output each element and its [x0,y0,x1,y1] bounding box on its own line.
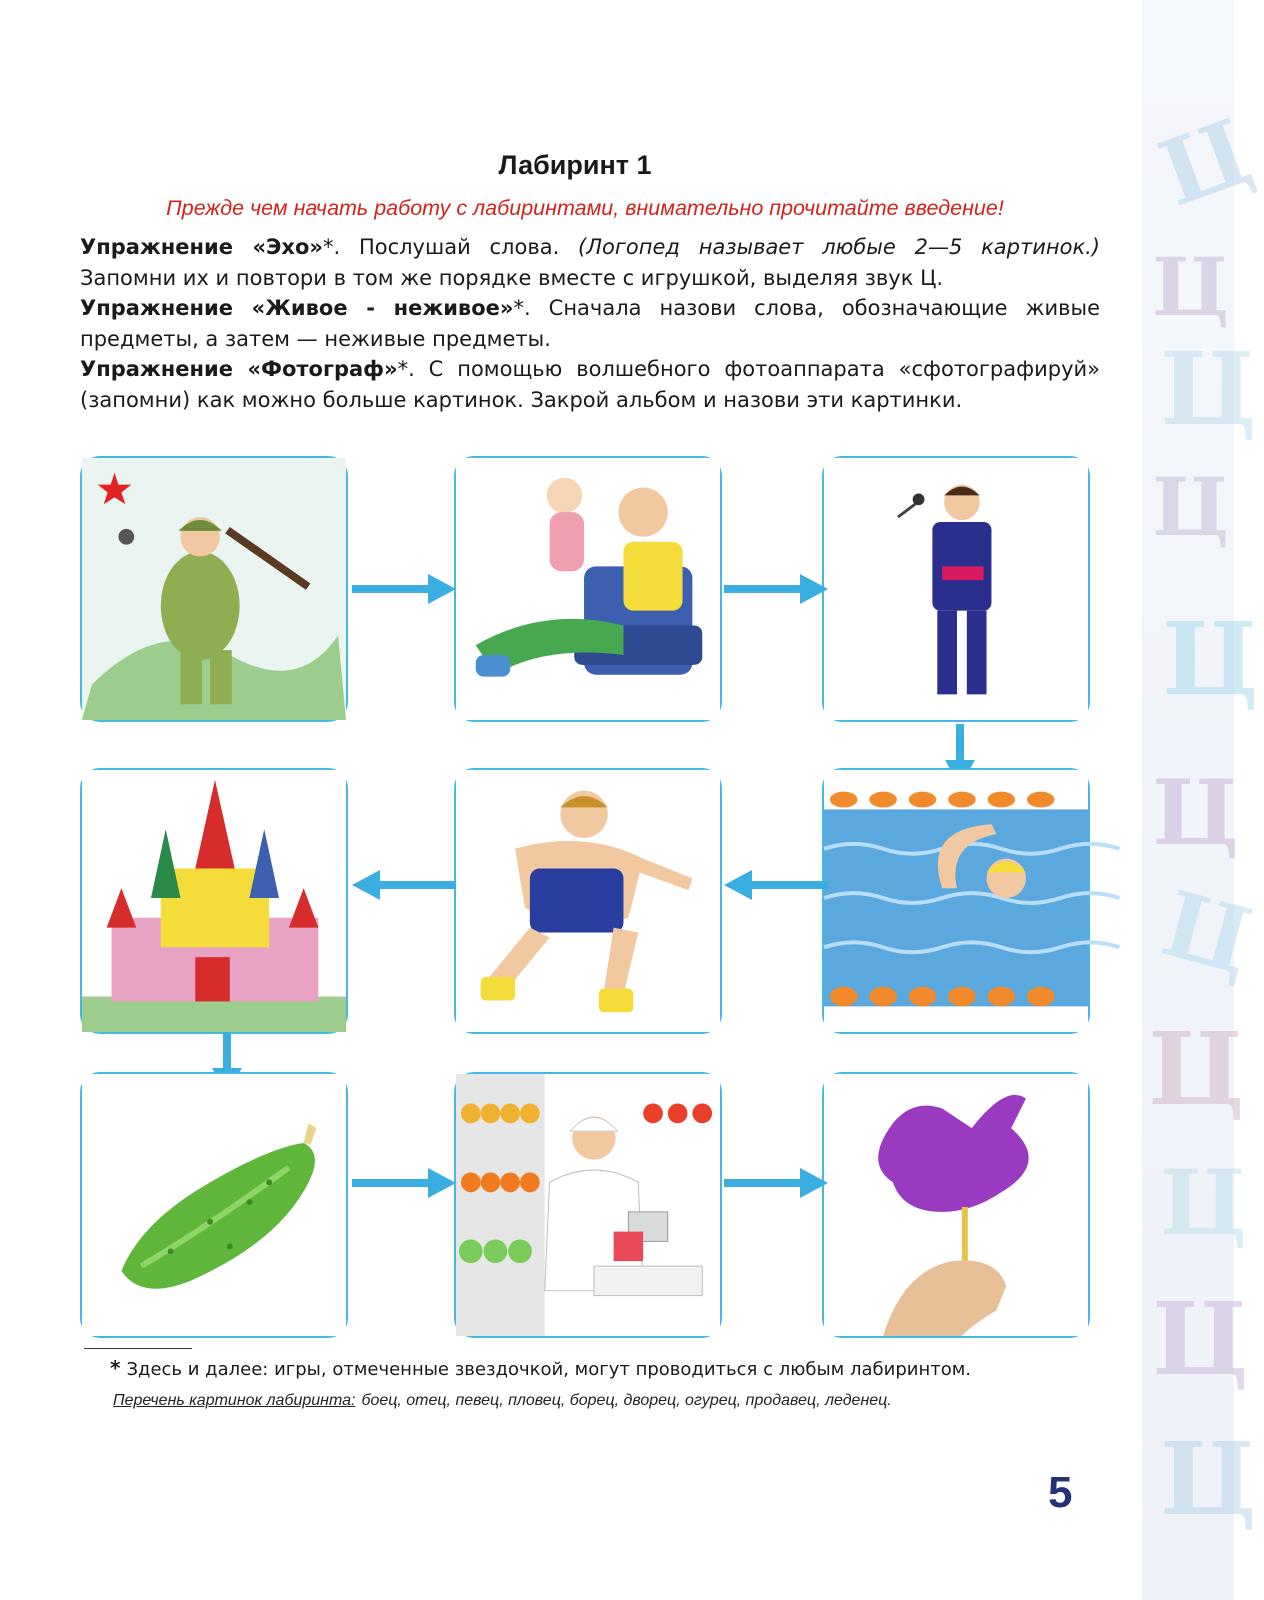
footnote [110,1356,971,1380]
exercise-name: Упражнение «Фотограф» [80,357,398,381]
exercise-photographer [80,354,1100,416]
footnote-star: * [110,1356,121,1380]
page-number: 5 [1048,1468,1073,1517]
warning-note: Прежде чем начать работу с лабиринтами, внимательно прочитайте введение! [166,196,1004,220]
picture-cucumber[interactable] [80,1072,348,1338]
footnote-text: Здесь и далее: игры, отмеченные звездочкой, могут проводиться с любым лабиринтом. [126,1359,972,1380]
picture-palace[interactable] [80,768,348,1034]
exercise-text: С помощью волшебного фотоаппарата «сфотографируй» (запомни) как можно больше картинок. Закрой альбом и назови эти картинки. [80,357,1100,412]
arrow-left-icon [352,870,456,900]
exercise-echo [80,232,1100,294]
picture-swimmer[interactable] [822,768,1090,1034]
picture-seller[interactable] [454,1072,722,1338]
picture-lollipop[interactable] [822,1072,1090,1338]
exercise-text: Сначала назови слова, обозначающие живые предметы, а затем — неживые предметы. [80,296,1100,351]
picture-father[interactable] [454,456,722,722]
exercise-text-2: Запомни их и повтори в том же порядке вместе с игрушкой, выделяя звук Ц. [80,266,944,290]
exercise-name: Упражнение «Эхо» [80,235,323,259]
decorative-letter-strip: Ц Ц Ц Ц Ц Ц Ц Ц Ц Ц Ц [1142,0,1234,1600]
arrow-right-icon [724,574,828,604]
picture-list-items: боец, отец, певец, пловец, борец, дворец, огурец, продавец, леденец. [361,1392,892,1409]
page-title: Лабиринт 1 [498,150,652,180]
arrow-right-icon [352,574,456,604]
exercise-text: Послушай слова. [340,235,579,259]
exercise-star: *. [397,357,415,381]
exercise-name: Упражнение «Живое - неживое» [80,296,514,320]
picture-list [113,1392,892,1410]
exercise-alive [80,293,1100,355]
exercise-star: *. [322,235,341,259]
picture-soldier[interactable] [80,456,348,722]
arrow-left-icon [724,870,828,900]
footnote-divider [84,1348,192,1349]
picture-wrestler[interactable] [454,768,722,1034]
picture-singer[interactable] [822,456,1090,722]
exercise-note: (Логопед называет любые 2—5 картинок.) [578,235,1101,259]
picture-list-label: Перечень картинок лабиринта: [113,1392,356,1409]
arrow-right-icon [352,1168,456,1198]
arrow-right-icon [724,1168,828,1198]
exercise-star: *. [513,296,531,320]
